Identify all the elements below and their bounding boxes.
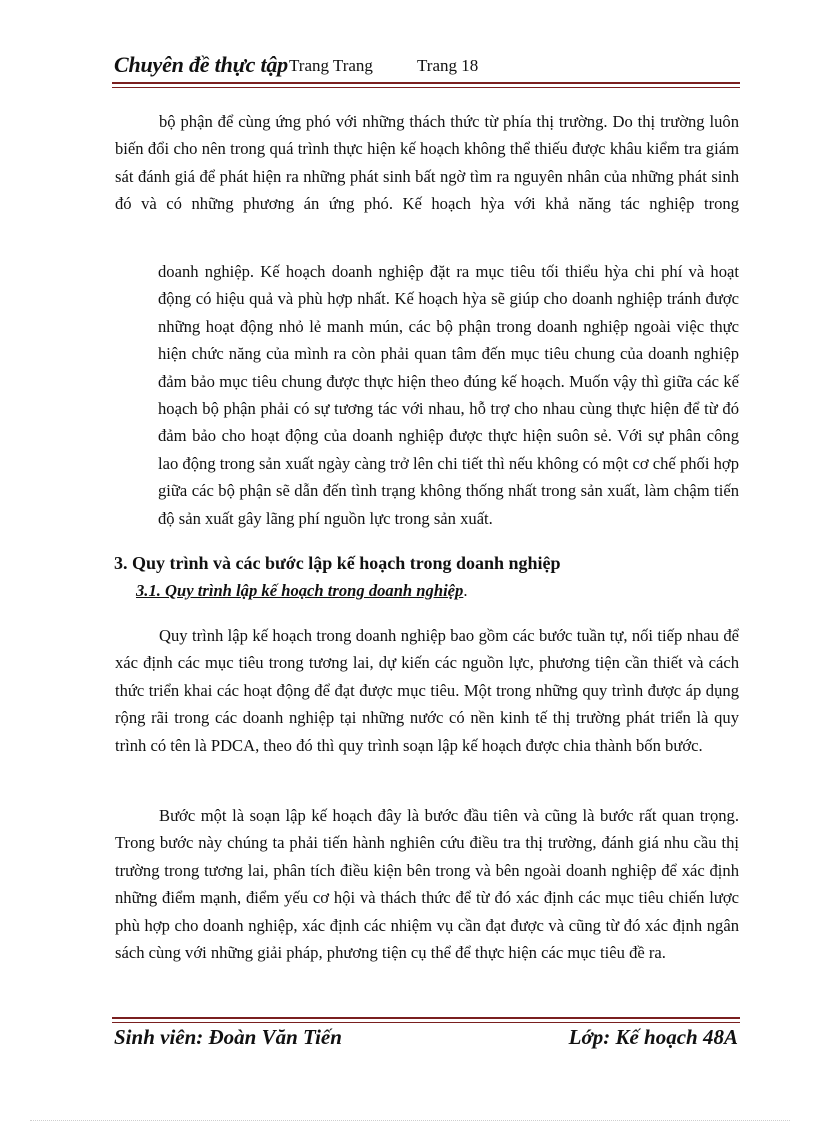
class-name: Lớp: Kế hoạch 48A bbox=[568, 1025, 738, 1049]
paragraph-2: doanh nghiệp. Kế hoạch doanh nghiệp đặt ra mục tiêu tối thiểu hỳa chi phí và hoạt động có hiệu quả và phù hợp nhất. Kế hoạch hỳa sẽ giúp cho doanh nghiệp tránh được những hoạt động nhỏ lẻ manh mún, các bộ phận trong doanh nghiệp ngoài việc thực hiện chức năng của mình ra còn phải quan tâm đến mục tiêu chung của doanh nghiệp đảm bảo mục tiêu chung được thực hiện theo đúng kế hoạch. Muốn vậy thì giữa các kế hoạch bộ phận phải có sự tương tác với nhau, hỗ trợ cho nhau cùng thực hiện để từ đó đảm bảo cho hoạt động của doanh nghiệp được thực hiện suôn sẻ. Với sự phân công lao động trong sản xuất ngày càng trở lên chi tiết thì nếu không có một cơ chế phối hợp giữa các bộ phận sẽ dẫn đến tình trạng không thống nhất trong sản xuất, làm chậm tiến độ sản xuất gây lãng phí nguồn lực trong sản xuất. bbox=[158, 262, 739, 528]
header-rule bbox=[112, 82, 740, 84]
page-footer bbox=[112, 1025, 740, 1055]
page-bottom-border bbox=[30, 1120, 790, 1121]
subsection-heading-text: 3.1. Quy trình lập kế hoạch trong doanh nghiệp bbox=[136, 581, 464, 600]
student-name: Sinh viên: Đoàn Văn Tiến bbox=[114, 1025, 342, 1049]
header-subtitle: Trang Trang bbox=[289, 56, 373, 75]
paragraph-4: Bước một là soạn lập kế hoạch đây là bước đầu tiên và cũng là bước rất quan trọng. Trong bước này chúng ta phải tiến hành nghiên cứu điều tra thị trường, đánh giá nhu cầu thị trường trong tương lai, phân tích điều kiện bên trong và bên ngoài doanh nghiệp để xác định những điểm mạnh, điểm yếu cơ hội và thách thức để từ đó xác định các mục tiêu chiến lược phù hợp cho doanh nghiệp, xác định các nhiệm vụ cần đạt được và cũng từ đó xác định ngân sách cùng với những giải pháp, phương tiện cụ thể để thực hiện các mục tiêu đề ra. bbox=[115, 806, 739, 963]
page-number: Trang 18 bbox=[417, 56, 479, 75]
paragraph-3: Quy trình lập kế hoạch trong doanh nghiệp bao gồm các bước tuần tự, nối tiếp nhau để xác định các mục tiêu trong tương lai, dự kiến các nguồn lực, phương tiện cần thiết và cách thức triển khai các hoạt động để đạt được mục tiêu. Một trong những quy trình được áp dụng rộng rãi trong các doanh nghiệp tại những nước có nền kinh tế thị trường phát triển là quy trình có tên là PDCA, theo đó thì quy trình soạn lập kế hoạch được chia thành bốn bước. bbox=[115, 626, 739, 755]
paragraph-1: bộ phận để cùng ứng phó với những thách thức từ phía thị trường. Do thị trường luôn biến đổi cho nên trong quá trình thực hiện kế hoạch không thể thiếu được khâu kiểm tra giám sát đánh giá để phát hiện ra những phát sinh bất ngờ tìm ra nguyên nhân của những phát sinh đó và có những phương án ứng phó. Kế hoạch hỳa với khả năng tác nghiệp trong bbox=[115, 112, 739, 214]
document-title: Chuyên đề thực tập bbox=[114, 52, 288, 77]
section-heading: 3. Quy trình và các bước lập kế hoạch trong doanh nghiệp bbox=[114, 553, 561, 573]
footer-rule bbox=[112, 1017, 740, 1019]
subsection-heading-period: . bbox=[463, 581, 468, 600]
footer-rule-thin bbox=[112, 1022, 740, 1023]
header-rule-thin bbox=[112, 87, 740, 88]
subsection-heading bbox=[136, 581, 468, 601]
page-header bbox=[112, 52, 740, 82]
